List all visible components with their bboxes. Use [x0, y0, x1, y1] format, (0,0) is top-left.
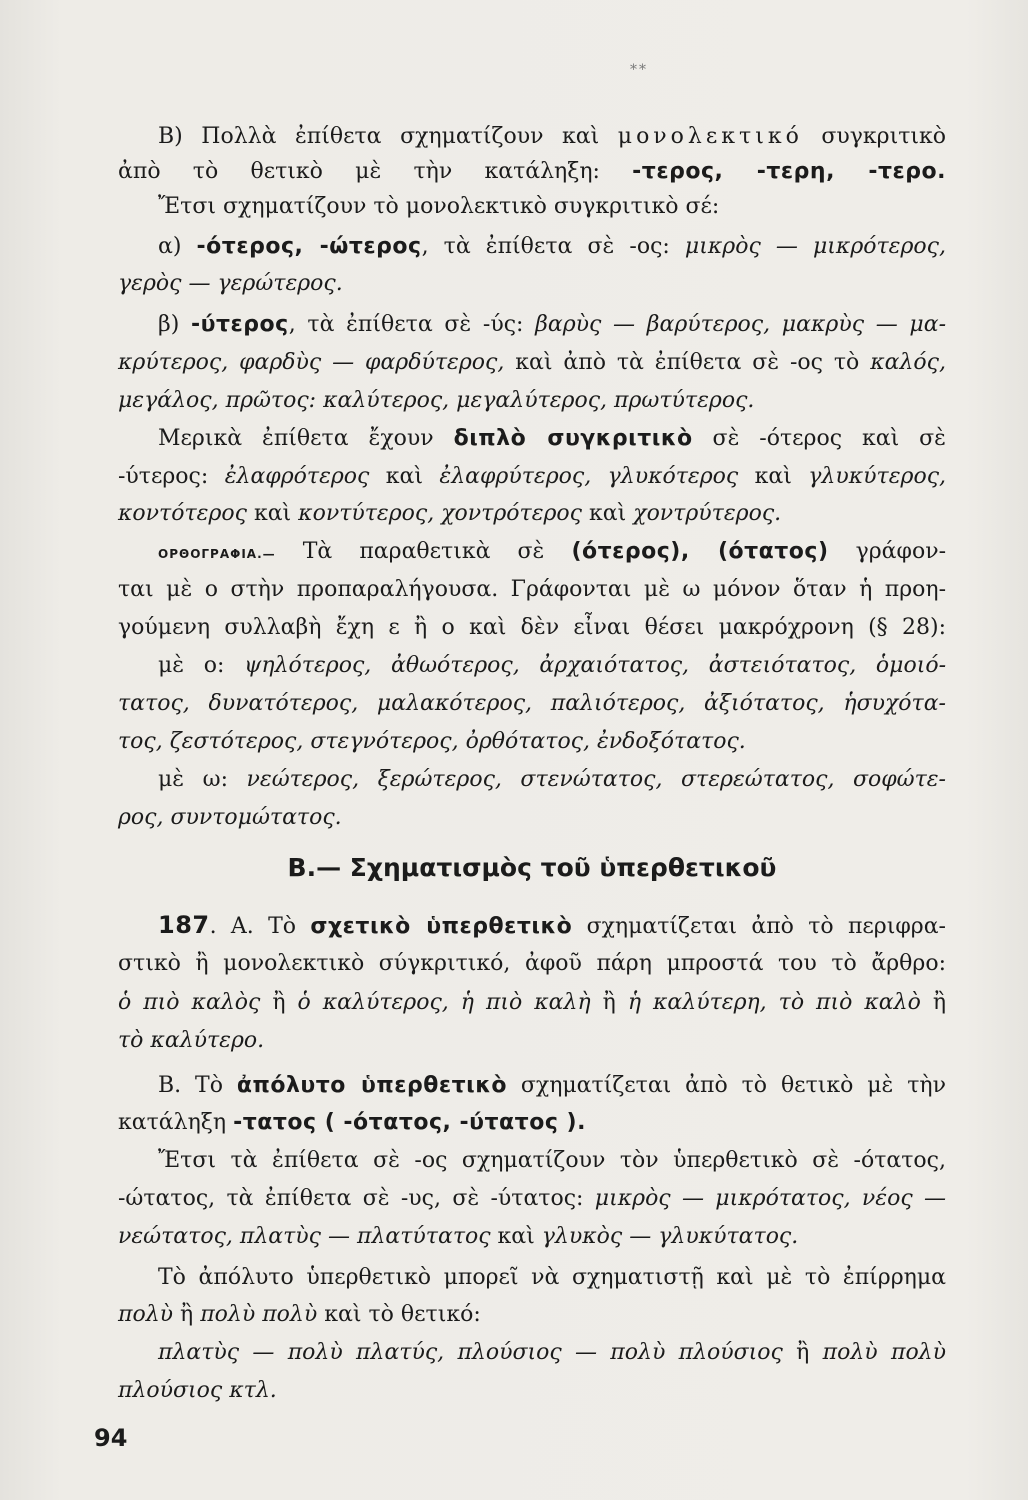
section-heading: Β.— Σχηματισμὸς τοῦ ὑπερθετικοῦ	[287, 853, 777, 882]
text-line: τος, ζεστότερος, στεγνότερος, ὀρθότατος, ἐνδοξότατος.	[118, 729, 746, 754]
text-line: ἀπὸ τὸ θετικὸ μὲ τὴν κατάληξη: -τερος, -τερη, -τερο.	[118, 159, 946, 184]
top-mark: **	[630, 62, 648, 78]
text-line: μὲ ο: ψηλότερος, ἀθωότερος, ἀρχαιότατος, ἀστειότατος, ὁμοιό-	[158, 653, 947, 678]
text-line: Ἔτσι σχηματίζουν τὸ μονολεκτικὸ συγκριτικὸ σέ:	[158, 194, 720, 219]
text-line: στικὸ ἢ μονολεκτικὸ σύγκριτικό, ἀφοῦ πάρη μπροστά του τὸ ἄρθρο:	[118, 951, 946, 976]
text-line: πλούσιος κτλ.	[118, 1378, 277, 1403]
text-line: γερὸς — γερώτερος.	[118, 271, 343, 296]
page-number: 94	[94, 1424, 128, 1452]
text-line: ΟΡΘΟΓΡΑΦΙΑ.— Τὰ παραθετικὰ σὲ (ότερος), (ότατος) γράφον-	[158, 539, 946, 564]
text-line: α) -ότερος, -ώτερος, τὰ ἐπίθετα σὲ -ος: μικρὸς — μικρότερος,	[158, 234, 946, 259]
text-line: Β) Πολλὰ ἐπίθετα σχηματίζουν καὶ μονολεκτικό συγκριτικὸ	[158, 124, 946, 149]
text-line: Τὸ ἀπόλυτο ὑπερθετικὸ μπορεῖ νὰ σχηματιστῇ καὶ μὲ τὸ ἐπίρρημα	[158, 1265, 946, 1290]
text-line: πολὺ ἢ πολὺ πολὺ καὶ τὸ θετικό:	[118, 1302, 481, 1327]
text-line: κατάληξη -τατος ( -ότατος, -ύτατος ).	[118, 1110, 586, 1135]
text-line: τὸ καλύτερο.	[118, 1028, 265, 1053]
text-line: νεώτατος, πλατὺς — πλατύτατος καὶ γλυκὸς — γλυκύτατος.	[118, 1224, 799, 1249]
text-line: γούμενη συλλαβὴ ἔχη ε ἢ ο καὶ δὲν εἶναι θέσει μακρόχρονη (§ 28):	[118, 615, 946, 640]
text-line: ὁ πιὸ καλὸς ἢ ὁ καλύτερος, ἡ πιὸ καλὴ ἢ ἡ καλύτερη, τὸ πιὸ καλὸ ἢ	[118, 990, 947, 1015]
text-line: Β. Τὸ ἀπόλυτο ὑπερθετικὸ σχηματίζεται ἀπὸ τὸ θετικὸ μὲ τὴν	[158, 1073, 946, 1098]
text-line: κοντότερος καὶ κοντύτερος, χοντρότερος καὶ χοντρύτερος.	[118, 501, 782, 526]
text-line: -ύτερος: ἐλαφρότερος καὶ ἐλαφρύτερος, γλυκότερος καὶ γλυκύτερος,	[118, 464, 947, 489]
text-line: κρύτερος, φαρδὺς — φαρδύτερος, καὶ ἀπὸ τὰ ἐπίθετα σὲ -ος τὸ καλός,	[118, 350, 946, 375]
text-line: β) -ύτερος, τὰ ἐπίθετα σὲ -ύς: βαρὺς — βαρύτερος, μακρὺς — μα-	[158, 312, 947, 337]
text-line: 187. Α. Τὸ σχετικὸ ὑπερθετικὸ σχηματίζεται ἀπὸ τὸ περιφρα-	[158, 911, 946, 939]
text-line: μὲ ω: νεώτερος, ξερώτερος, στενώτατος, στερεώτατος, σοφώτε-	[158, 767, 946, 792]
text-line: πλατὺς — πολὺ πλατύς, πλούσιος — πολὺ πλούσιος ἢ πολὺ πολὺ	[158, 1340, 947, 1365]
text-line: -ώτατος, τὰ ἐπίθετα σὲ -υς, σὲ -ύτατος: μικρὸς — μικρότατος, νέος —	[118, 1186, 946, 1211]
text-line: ρος, συντομώτατος.	[118, 805, 342, 830]
text-line: μεγάλος, πρῶτος: καλύτερος, μεγαλύτερος, πρωτύτερος.	[118, 388, 755, 413]
text-line: ται μὲ ο στὴν προπαραλήγουσα. Γράφονται μὲ ω μόνον ὅταν ἡ προη-	[118, 577, 946, 602]
text-line: τατος, δυνατότερος, μαλακότερος, παλιότερος, ἀξιότατος, ἡσυχότα-	[118, 691, 946, 716]
text-line: Ἔτσι τὰ ἐπίθετα σὲ -ος σχηματίζουν τὸν ὑπερθετικὸ σὲ -ότατος,	[158, 1148, 946, 1173]
text-line: Μερικὰ ἐπίθετα ἔχουν διπλὸ συγκριτικὸ σὲ -ότερος καὶ σὲ	[158, 426, 946, 451]
